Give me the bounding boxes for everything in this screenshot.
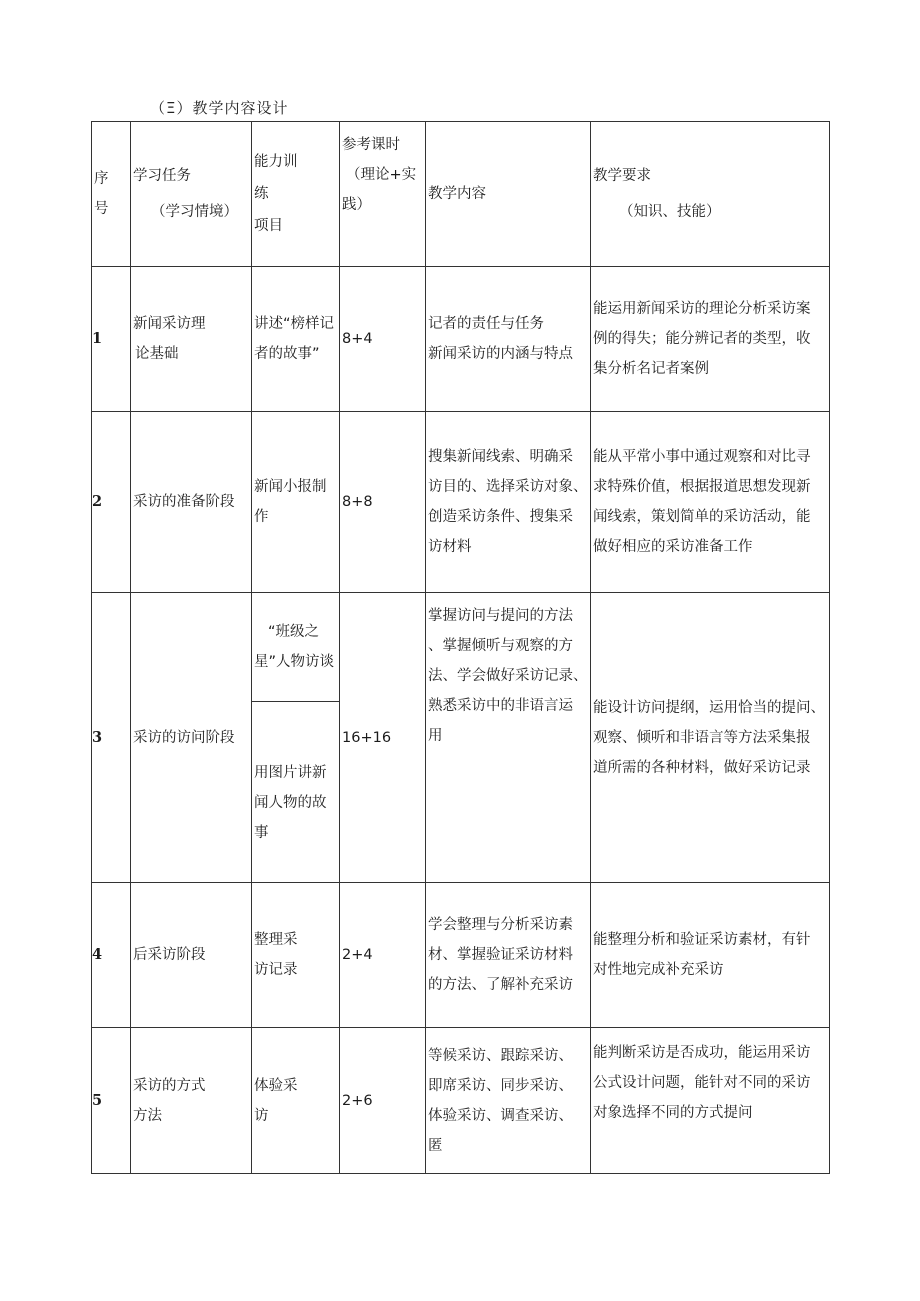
row-number: 1 bbox=[92, 267, 131, 412]
ability-cell: 整理采 访记录 bbox=[252, 883, 340, 1028]
ability-cell-b: 用图片讲新 闻人物的故 事 bbox=[252, 702, 340, 883]
teaching-content-table bbox=[91, 121, 830, 1174]
table-row bbox=[92, 1028, 830, 1174]
task-cell: 采访的准备阶段 bbox=[131, 412, 252, 593]
header-no: 序 号 bbox=[92, 122, 131, 267]
content-cell: 记者的责任与任务 新闻采访的内涵与特点 bbox=[426, 267, 591, 412]
requirement-cell: 能设计访问提纲，运用恰当的提问、 观察、倾听和非语言等方法采集报 道所需的各种材料，做好采访记录 bbox=[591, 593, 830, 883]
table-row bbox=[92, 412, 830, 593]
task-cell: 新闻采访理 论基础 bbox=[131, 267, 252, 412]
task-cell: 采访的访问阶段 bbox=[131, 593, 252, 883]
row-number: 4 bbox=[92, 883, 131, 1028]
requirement-cell: 能运用新闻采访的理论分析采访案 例的得失；能分辨记者的类型，收 集分析名记者案例 bbox=[591, 267, 830, 412]
hours-cell: 2+6 bbox=[340, 1028, 426, 1174]
content-cell: 搜集新闻线索、明确采 访目的、选择采访对象、 创造采访条件、搜集采 访材料 bbox=[426, 412, 591, 593]
header-hours: 参考课时 （理论+实 践） bbox=[340, 122, 426, 267]
header-requirement: 教学要求 （知识、技能） bbox=[591, 122, 830, 267]
task-cell: 采访的方式 方法 bbox=[131, 1028, 252, 1174]
hours-cell: 2+4 bbox=[340, 883, 426, 1028]
row-number: 2 bbox=[92, 412, 131, 593]
ability-cell: 体验采 访 bbox=[252, 1028, 340, 1174]
content-cell: 等候采访、跟踪采访、 即席采访、同步采访、 体验采访、调查采访、 匿 bbox=[426, 1028, 591, 1174]
ability-cell-a: “班级之 星”人物访谈 bbox=[252, 593, 340, 702]
requirement-cell: 能整理分析和验证采访素材，有针 对性地完成补充采访 bbox=[591, 883, 830, 1028]
content-cell: 学会整理与分析采访素 材、掌握验证采访材料 的方法、了解补充采访 bbox=[426, 883, 591, 1028]
table-row bbox=[92, 267, 830, 412]
table-row bbox=[92, 883, 830, 1028]
header-task: 学习任务 （学习情境） bbox=[131, 122, 252, 267]
hours-cell: 8+4 bbox=[340, 267, 426, 412]
hours-cell: 16+16 bbox=[340, 593, 426, 883]
table-row bbox=[92, 593, 830, 702]
header-ability: 能力训 练 项目 bbox=[252, 122, 340, 267]
hours-cell: 8+8 bbox=[340, 412, 426, 593]
requirement-cell: 能判断采访是否成功，能运用采访 公式设计问题，能针对不同的采访 对象选择不同的方式提问 bbox=[591, 1028, 830, 1174]
header-content: 教学内容 bbox=[426, 122, 591, 267]
ability-cell: 新闻小报制 作 bbox=[252, 412, 340, 593]
ability-cell: 讲述“榜样记 者的故事” bbox=[252, 267, 340, 412]
table-header-row bbox=[92, 122, 830, 267]
row-number: 3 bbox=[92, 593, 131, 883]
section-heading: （Ξ）教学内容设计 bbox=[150, 99, 289, 117]
requirement-cell: 能从平常小事中通过观察和对比寻 求特殊价值，根据报道思想发现新 闻线索，策划简单的采访活动，能 做好相应的采访准备工作 bbox=[591, 412, 830, 593]
content-cell: 掌握访问与提问的方法 、掌握倾听与观察的方 法、学会做好采访记录、 熟悉采访中的非语言运 用 bbox=[426, 593, 591, 883]
task-cell: 后采访阶段 bbox=[131, 883, 252, 1028]
row-number: 5 bbox=[92, 1028, 131, 1174]
